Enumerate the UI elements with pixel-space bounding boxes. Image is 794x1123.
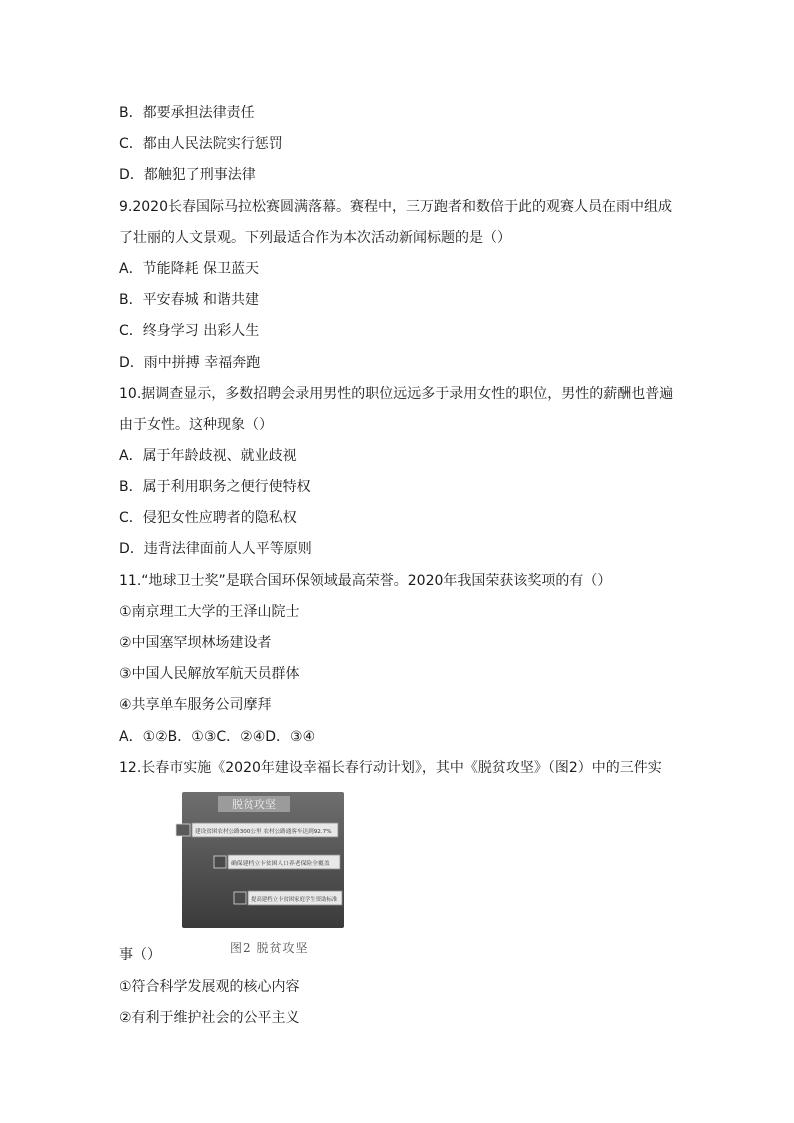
option-b-q10: B．属于利用职务之便行使特权 (119, 479, 311, 495)
shield-icon (214, 856, 226, 868)
question-12-stem: 12.长春市实施《2020年建设幸福长春行动计划》，其中《脱贫攻坚》（图2）中的三件实 (119, 760, 662, 776)
option-c-q8: C．都由人民法院实行惩罚 (119, 136, 283, 152)
option-a-q9: A．节能降耗 保卫蓝天 (119, 261, 260, 277)
q11-statement-2: ②中国塞罕坝林场建设者 (119, 635, 272, 651)
figure-item-2-text: 确保建档立卡贫困人口养老保险全覆盖 (231, 861, 330, 867)
option-d-q10: D．违背法律面前人人平等原则 (119, 541, 312, 557)
option-c-q9: C．终身学习 出彩人生 (119, 323, 260, 339)
q12-statement-2: ②有利于维护社会的公平主义 (119, 1010, 300, 1026)
q11-statement-4: ④共享单车服务公司摩拜 (119, 697, 272, 713)
question-10-stem-cont: 由于女性。这种现象（） (119, 417, 273, 433)
question-9-stem: 9.2020长春国际马拉松赛圆满落幕。赛程中，三万跑者和数倍于此的观赛人员在雨中组成 (119, 199, 672, 215)
q12-statement-1: ①符合科学发展观的核心内容 (119, 979, 300, 995)
book-icon (234, 892, 246, 904)
question-10-stem: 10.据调查显示，多数招聘会录用男性的职位远远多于录用女性的职位，男性的薪酬也普遍 (119, 386, 674, 402)
question-9-stem-cont: 了壮丽的人文景观。下列最适合作为本次活动新闻标题的是（） (119, 230, 511, 246)
question-11-stem: 11.“地球卫士奖”是联合国环保领域最高荣誉。2020年我国荣获该奖项的有（） (119, 573, 612, 589)
question-12-stem-cont: 事（） (119, 947, 161, 963)
option-d-q9: D．雨中拼搏 幸福奔跑 (119, 355, 261, 371)
option-c-q10: C．侵犯女性应聘者的隐私权 (119, 510, 297, 526)
bus-icon (176, 824, 190, 836)
q11-options: A．①②B．①③C．②④D．③④ (119, 729, 316, 745)
figure-header-text: 脱贫攻坚 (232, 798, 276, 811)
option-b-q8: B．都要承担法律责任 (119, 105, 255, 121)
option-d-q8: D．都触犯了刑事法律 (119, 167, 256, 183)
figure-poverty-alleviation (172, 790, 346, 958)
q11-statement-3: ③中国人民解放军航天员群体 (119, 666, 300, 682)
figure-item-1-text: 建设贫困农村公路300公里 农村公路通客车达到92.7% (195, 829, 332, 835)
figure-item-3-text: 提高建档立卡贫困家庭学生资助标准 (251, 897, 338, 903)
q11-statement-1: ①南京理工大学的王泽山院士 (119, 604, 300, 620)
figure-caption: 图2 脱贫攻坚 (230, 941, 309, 955)
option-b-q9: B．平安春城 和谐共建 (119, 292, 260, 308)
option-a-q10: A．属于年龄歧视、就业歧视 (119, 448, 297, 464)
